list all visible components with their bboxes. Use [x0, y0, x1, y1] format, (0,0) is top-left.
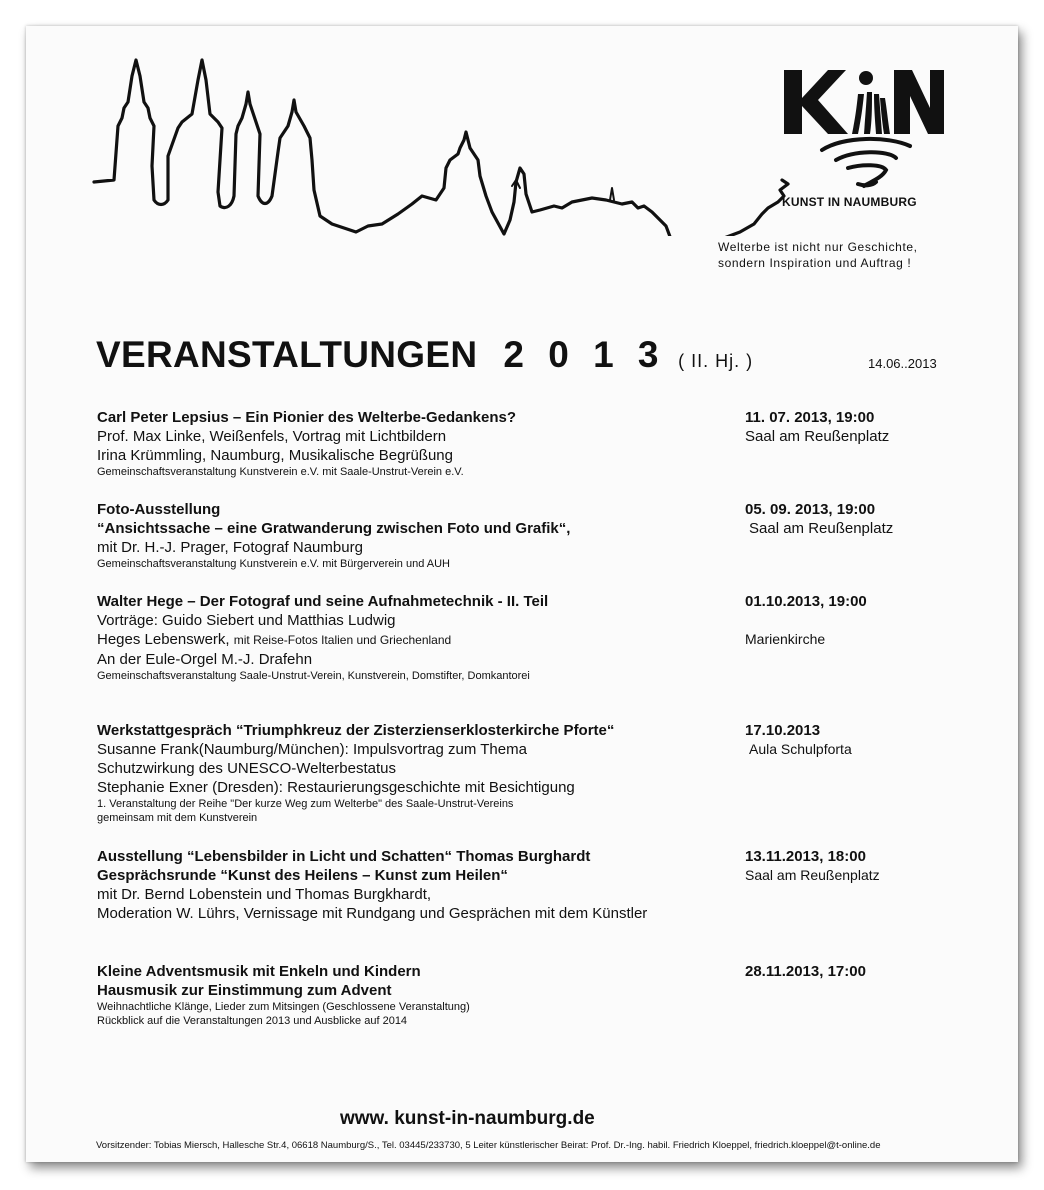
slogan	[718, 239, 918, 271]
event-entry	[97, 500, 737, 571]
event-datetime: 05. 09. 2013, 19:00	[745, 501, 876, 518]
footer-contact: Vorsitzender: Tobias Miersch, Hallesche Str.4, 06618 Naumburg/S., Tel. 03445/233730, 5 Leiter künstlerischer Beirat: Prof. Dr.-Ing. habil. Friedrich Kloeppel, friedrich.kloeppel@t-online.de	[96, 1140, 881, 1151]
title-half-year: ( II. Hj. )	[678, 351, 754, 371]
event-when-where	[745, 592, 867, 649]
event-datetime: 13.11.2013, 18:00	[745, 848, 866, 865]
event-subtitle: Hausmusik zur Einstimmung zum Advent	[97, 982, 392, 999]
event-title: Foto-Ausstellung	[97, 501, 221, 518]
event-datetime: 01.10.2013, 19:00	[745, 593, 867, 610]
event-title: Kleine Adventsmusik mit Enkeln und Kindern	[97, 963, 421, 980]
event-when-where	[745, 721, 852, 759]
event-line: Stephanie Exner (Dresden): Restaurierungsgeschichte mit Besichtigung	[97, 779, 575, 796]
document-date: 14.06..2013	[868, 356, 937, 371]
event-location: Aula Schulpforta	[749, 741, 852, 757]
event-line: Susanne Frank(Naumburg/München): Impulsvortrag zum Thema	[97, 741, 527, 758]
document-page	[26, 26, 1018, 1162]
event-when-where	[745, 500, 893, 538]
slogan-line: Welterbe ist nicht nur Geschichte,	[718, 240, 918, 254]
title-text: VERANSTALTUNGEN	[96, 334, 478, 375]
title-year: 2 0 1 3	[503, 334, 666, 375]
event-when-where	[745, 847, 880, 885]
event-title: Walter Hege – Der Fotograf und seine Aufnahmetechnik - II. Teil	[97, 593, 549, 610]
event-entry	[97, 408, 737, 479]
event-line: Prof. Max Linke, Weißenfels, Vortrag mit Lichtbildern	[97, 428, 447, 445]
event-note: Rückblick auf die Veranstaltungen 2013 und Ausblicke auf 2014	[97, 1015, 408, 1027]
event-note: Gemeinschaftsveranstaltung Kunstverein e.V. mit Saale-Unstrut-Verein e.V.	[97, 466, 464, 478]
event-when-where	[745, 408, 889, 446]
event-line-main: Heges Lebenswerk,	[97, 631, 230, 648]
event-note: Weihnachtliche Klänge, Lieder zum Mitsingen (Geschlossene Veranstaltung)	[97, 1001, 470, 1013]
website-link[interactable]: www. kunst-in-naumburg.de	[340, 1108, 595, 1129]
event-location: Saal am Reußenplatz	[749, 520, 894, 537]
event-note: Gemeinschaftsveranstaltung Kunstverein e.V. mit Bürgerverein und AUH	[97, 558, 450, 570]
event-title: Ausstellung “Lebensbilder in Licht und Schatten“ Thomas Burghardt	[97, 848, 591, 865]
event-when-where	[745, 962, 866, 981]
event-note: 1. Veranstaltung der Reihe "Der kurze Weg zum Welterbe" des Saale-Unstrut-Vereins	[97, 798, 514, 810]
event-location: Saal am Reußenplatz	[745, 428, 890, 445]
event-line: mit Dr. Bernd Lobenstein und Thomas Burgkhardt,	[97, 886, 432, 903]
event-line: An der Eule-Orgel M.-J. Drafehn	[97, 651, 313, 668]
event-line: mit Dr. H.-J. Prager, Fotograf Naumburg	[97, 539, 363, 556]
event-datetime: 17.10.2013	[745, 722, 821, 739]
event-line: Irina Krümmling, Naumburg, Musikalische Begrüßung	[97, 447, 453, 464]
event-datetime: 28.11.2013, 17:00	[745, 963, 866, 980]
event-note: Gemeinschaftsveranstaltung Saale-Unstrut-Verein, Kunstverein, Domstifter, Domkantorei	[97, 670, 530, 682]
event-line: Vorträge: Guido Siebert und Matthias Ludwig	[97, 612, 396, 629]
event-title: Carl Peter Lepsius – Ein Pionier des Welterbe-Gedankens?	[97, 409, 517, 426]
event-line: Moderation W. Lührs, Vernissage mit Rundgang und Gesprächen mit dem Künstler	[97, 905, 648, 922]
event-subtitle: “Ansichtssache – eine Gratwanderung zwischen Foto und Grafik“,	[97, 520, 571, 537]
event-location: Saal am Reußenplatz	[745, 867, 880, 883]
event-line-detail: mit Reise-Fotos Italien und Griechenland	[233, 633, 452, 647]
event-line	[97, 630, 737, 650]
page-title	[96, 334, 753, 376]
event-entry	[97, 592, 737, 683]
event-location: Marienkirche	[745, 631, 826, 647]
event-subtitle: Gesprächsrunde “Kunst des Heilens – Kunst zum Heilen“	[97, 867, 508, 884]
event-title: Werkstattgespräch “Triumphkreuz der Zisterzienserklosterkirche Pforte“	[97, 722, 615, 739]
logo-subtitle: KUNST IN NAUMBURG	[782, 195, 917, 209]
kin-logo	[778, 64, 950, 194]
event-entry	[97, 721, 737, 825]
naumburg-skyline-illustration	[92, 56, 792, 236]
event-line: Schutzwirkung des UNESCO-Welterbestatus	[97, 760, 397, 777]
slogan-line: sondern Inspiration und Auftrag !	[718, 256, 912, 270]
event-entry	[97, 962, 737, 1028]
event-datetime: 11. 07. 2013, 19:00	[745, 409, 875, 426]
event-note: gemeinsam mit dem Kunstverein	[97, 812, 258, 824]
event-entry	[97, 847, 737, 923]
